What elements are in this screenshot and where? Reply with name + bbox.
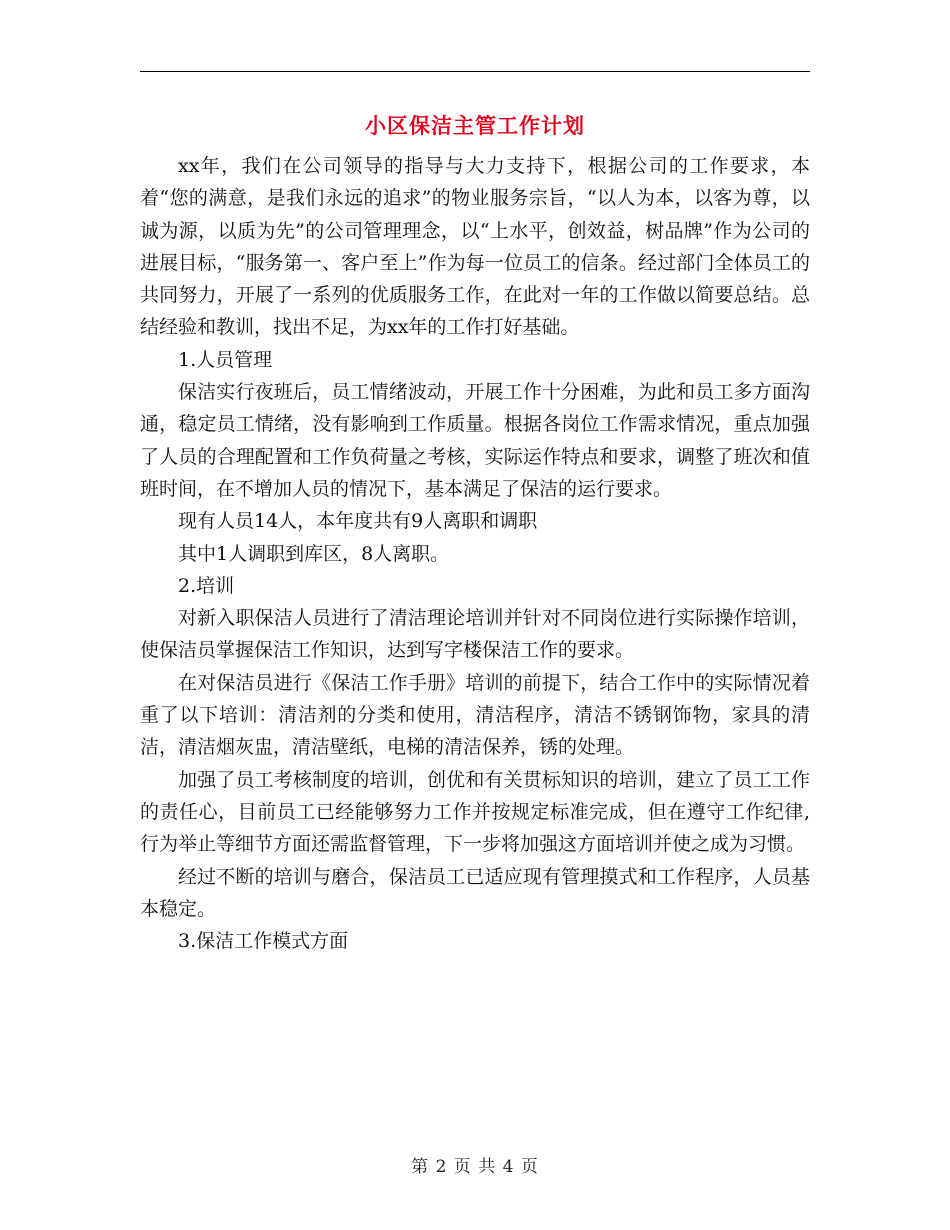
paragraph-training-result: 经过不断的培训与磨合，保洁员工已适应现有管理摸式和工作程序，人员基本稳定。 [140, 865, 810, 920]
document-body [140, 150, 810, 957]
paragraph-training-manual: 在对保洁员进行《保洁工作手册》培训的前提下，结合工作中的实际情况着重了以下培训：清洁剂的分类和使用，清洁程序，清洁不锈钢饰物，家具的清洁，清洁烟灰盅，清洁壁纸，电梯的清洁保养，锈的处理。 [140, 671, 810, 759]
header-rule [140, 71, 810, 72]
paragraph-staff-count: 现有人员14人，本年度共有9人离职和调职 [178, 510, 538, 533]
paragraph-training-assessment: 加强了员工考核制度的培训，创优和有关贯标知识的培训，建立了员工工作的责任心，目前员工已经能够努力工作并按规定标准完成，但在遵守工作纪律,行为举止等细节方面还需监督管理，下一步将加强这方面培训并使之成为习惯。 [140, 768, 810, 856]
page-footer: 第 2 页 共 4 页 [411, 1157, 539, 1177]
section-heading-training: 2.培训 [178, 574, 235, 597]
section-heading-personnel: 1.人员管理 [178, 348, 273, 371]
section-heading-cleaning-mode: 3.保洁工作模式方面 [178, 930, 349, 953]
document-title: 小区保洁主管工作计划 [365, 113, 585, 138]
paragraph-training-new: 对新入职保洁人员进行了清洁理论培训并针对不同岗位进行实际操作培训，使保洁员掌握保洁工作知识，达到写字楼保洁工作的要求。 [140, 607, 810, 662]
intro-paragraph: xx年，我们在公司领导的指导与大力支持下，根据公司的工作要求，本着“您的满意，是我们永远的追求”的物业服务宗旨，“以人为本，以客为尊，以诚为源，以质为先”的公司管理理念，以“上水平，创效益，树品牌”作为公司的进展目标，“服务第一、客户至上”作为每一位员工的信条。经过部门全体员工的共同努力，开展了一系列的优质服务工作，在此对一年的工作做以简要总结。总结经验和教训，找出不足，为xx年的工作打好基础。 [140, 155, 810, 339]
paragraph-staff-transfer: 其中1人调职到库区，8人离职。 [178, 542, 450, 565]
paragraph-personnel: 保洁实行夜班后，员工情绪波动，开展工作十分困难，为此和员工多方面沟通，稳定员工情绪，没有影响到工作质量。根据各岗位工作需求情况，重点加强了人员的合理配置和工作负荷量之考核，实际运作特点和要求，调整了班次和值班时间，在不增加人员的情况下，基本满足了保洁的运行要求。 [140, 381, 810, 500]
